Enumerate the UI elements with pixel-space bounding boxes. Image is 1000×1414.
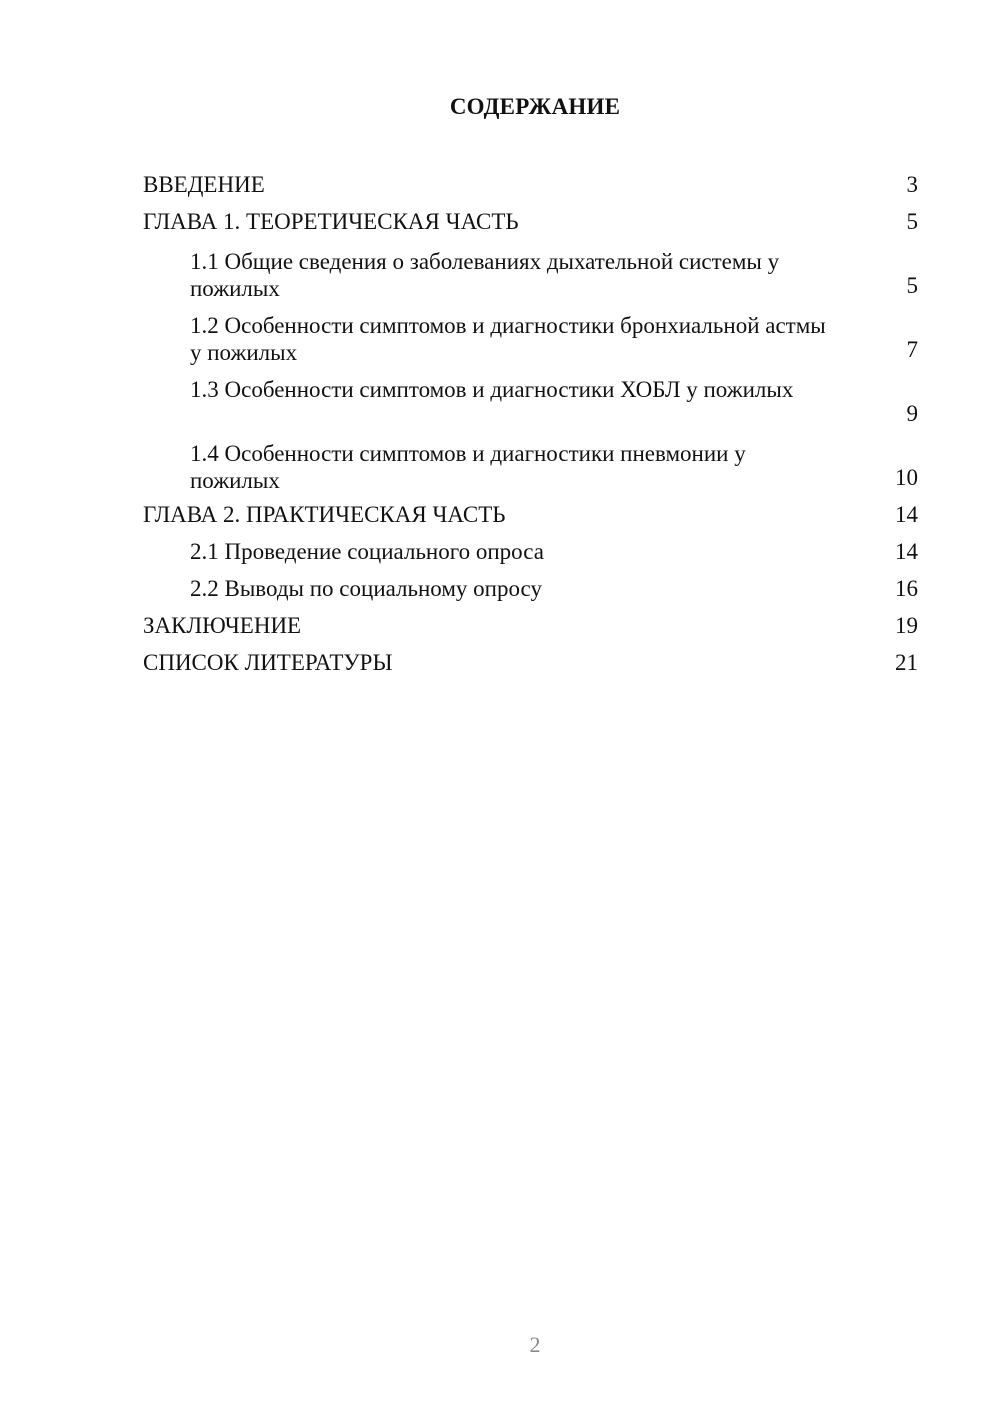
toc-entry-section-1-1[interactable]	[143, 244, 918, 308]
toc-entry-introduction[interactable]	[143, 170, 918, 207]
toc-page-number: 5	[906, 273, 918, 298]
toc-entry-chapter-2[interactable]	[143, 500, 918, 537]
toc-page-number: 3	[906, 172, 918, 197]
toc-page-number: 19	[895, 613, 918, 638]
toc-page-number: 14	[895, 502, 918, 527]
toc-entry-label: ГЛАВА 1. ТЕОРЕТИЧЕСКАЯ ЧАСТЬ	[143, 209, 519, 234]
toc-entry-label: 1.1 Общие сведения о заболеваниях дыхательной системы у пожилых	[190, 249, 780, 301]
toc-entry-label: 2.2 Выводы по социальному опросу	[190, 576, 542, 601]
toc-page-number: 9	[906, 401, 918, 426]
toc-entry-label: 1.4 Особенности симптомов и диагностики пневмонии у пожилых	[190, 441, 746, 493]
toc-entry-conclusion[interactable]	[143, 611, 918, 648]
toc-entry-references[interactable]	[143, 648, 918, 685]
toc-entry-label: ВВЕДЕНИЕ	[143, 172, 265, 197]
table-of-contents	[143, 170, 918, 685]
toc-entry-section-2-1[interactable]	[143, 537, 918, 574]
toc-entry-section-2-2[interactable]	[143, 574, 918, 611]
toc-entry-section-1-3[interactable]	[143, 372, 918, 436]
toc-entry-chapter-1[interactable]	[143, 207, 918, 244]
toc-entry-section-1-4[interactable]	[143, 436, 918, 500]
page-number: 2	[529, 1332, 541, 1357]
toc-page-number: 16	[895, 576, 918, 601]
toc-entry-label: ЗАКЛЮЧЕНИЕ	[143, 613, 302, 638]
page-title: СОДЕРЖАНИЕ	[449, 94, 621, 119]
toc-page-number: 14	[895, 539, 918, 564]
toc-entry-label: 1.3 Особенности симптомов и диагностики ХОБЛ у пожилых	[190, 377, 794, 402]
toc-page-number: 21	[895, 650, 918, 675]
toc-entry-label: 1.2 Особенности симптомов и диагностики бронхиальной астмы у пожилых	[190, 313, 826, 365]
toc-entry-label: СПИСОК ЛИТЕРАТУРЫ	[143, 650, 393, 675]
toc-entry-label: 2.1 Проведение социального опроса	[190, 539, 544, 564]
toc-page-number: 7	[906, 337, 918, 362]
toc-page-number: 10	[895, 465, 918, 490]
toc-entry-section-1-2[interactable]	[143, 308, 918, 372]
toc-entry-label: ГЛАВА 2. ПРАКТИЧЕСКАЯ ЧАСТЬ	[143, 502, 506, 527]
toc-page-number: 5	[906, 209, 918, 234]
